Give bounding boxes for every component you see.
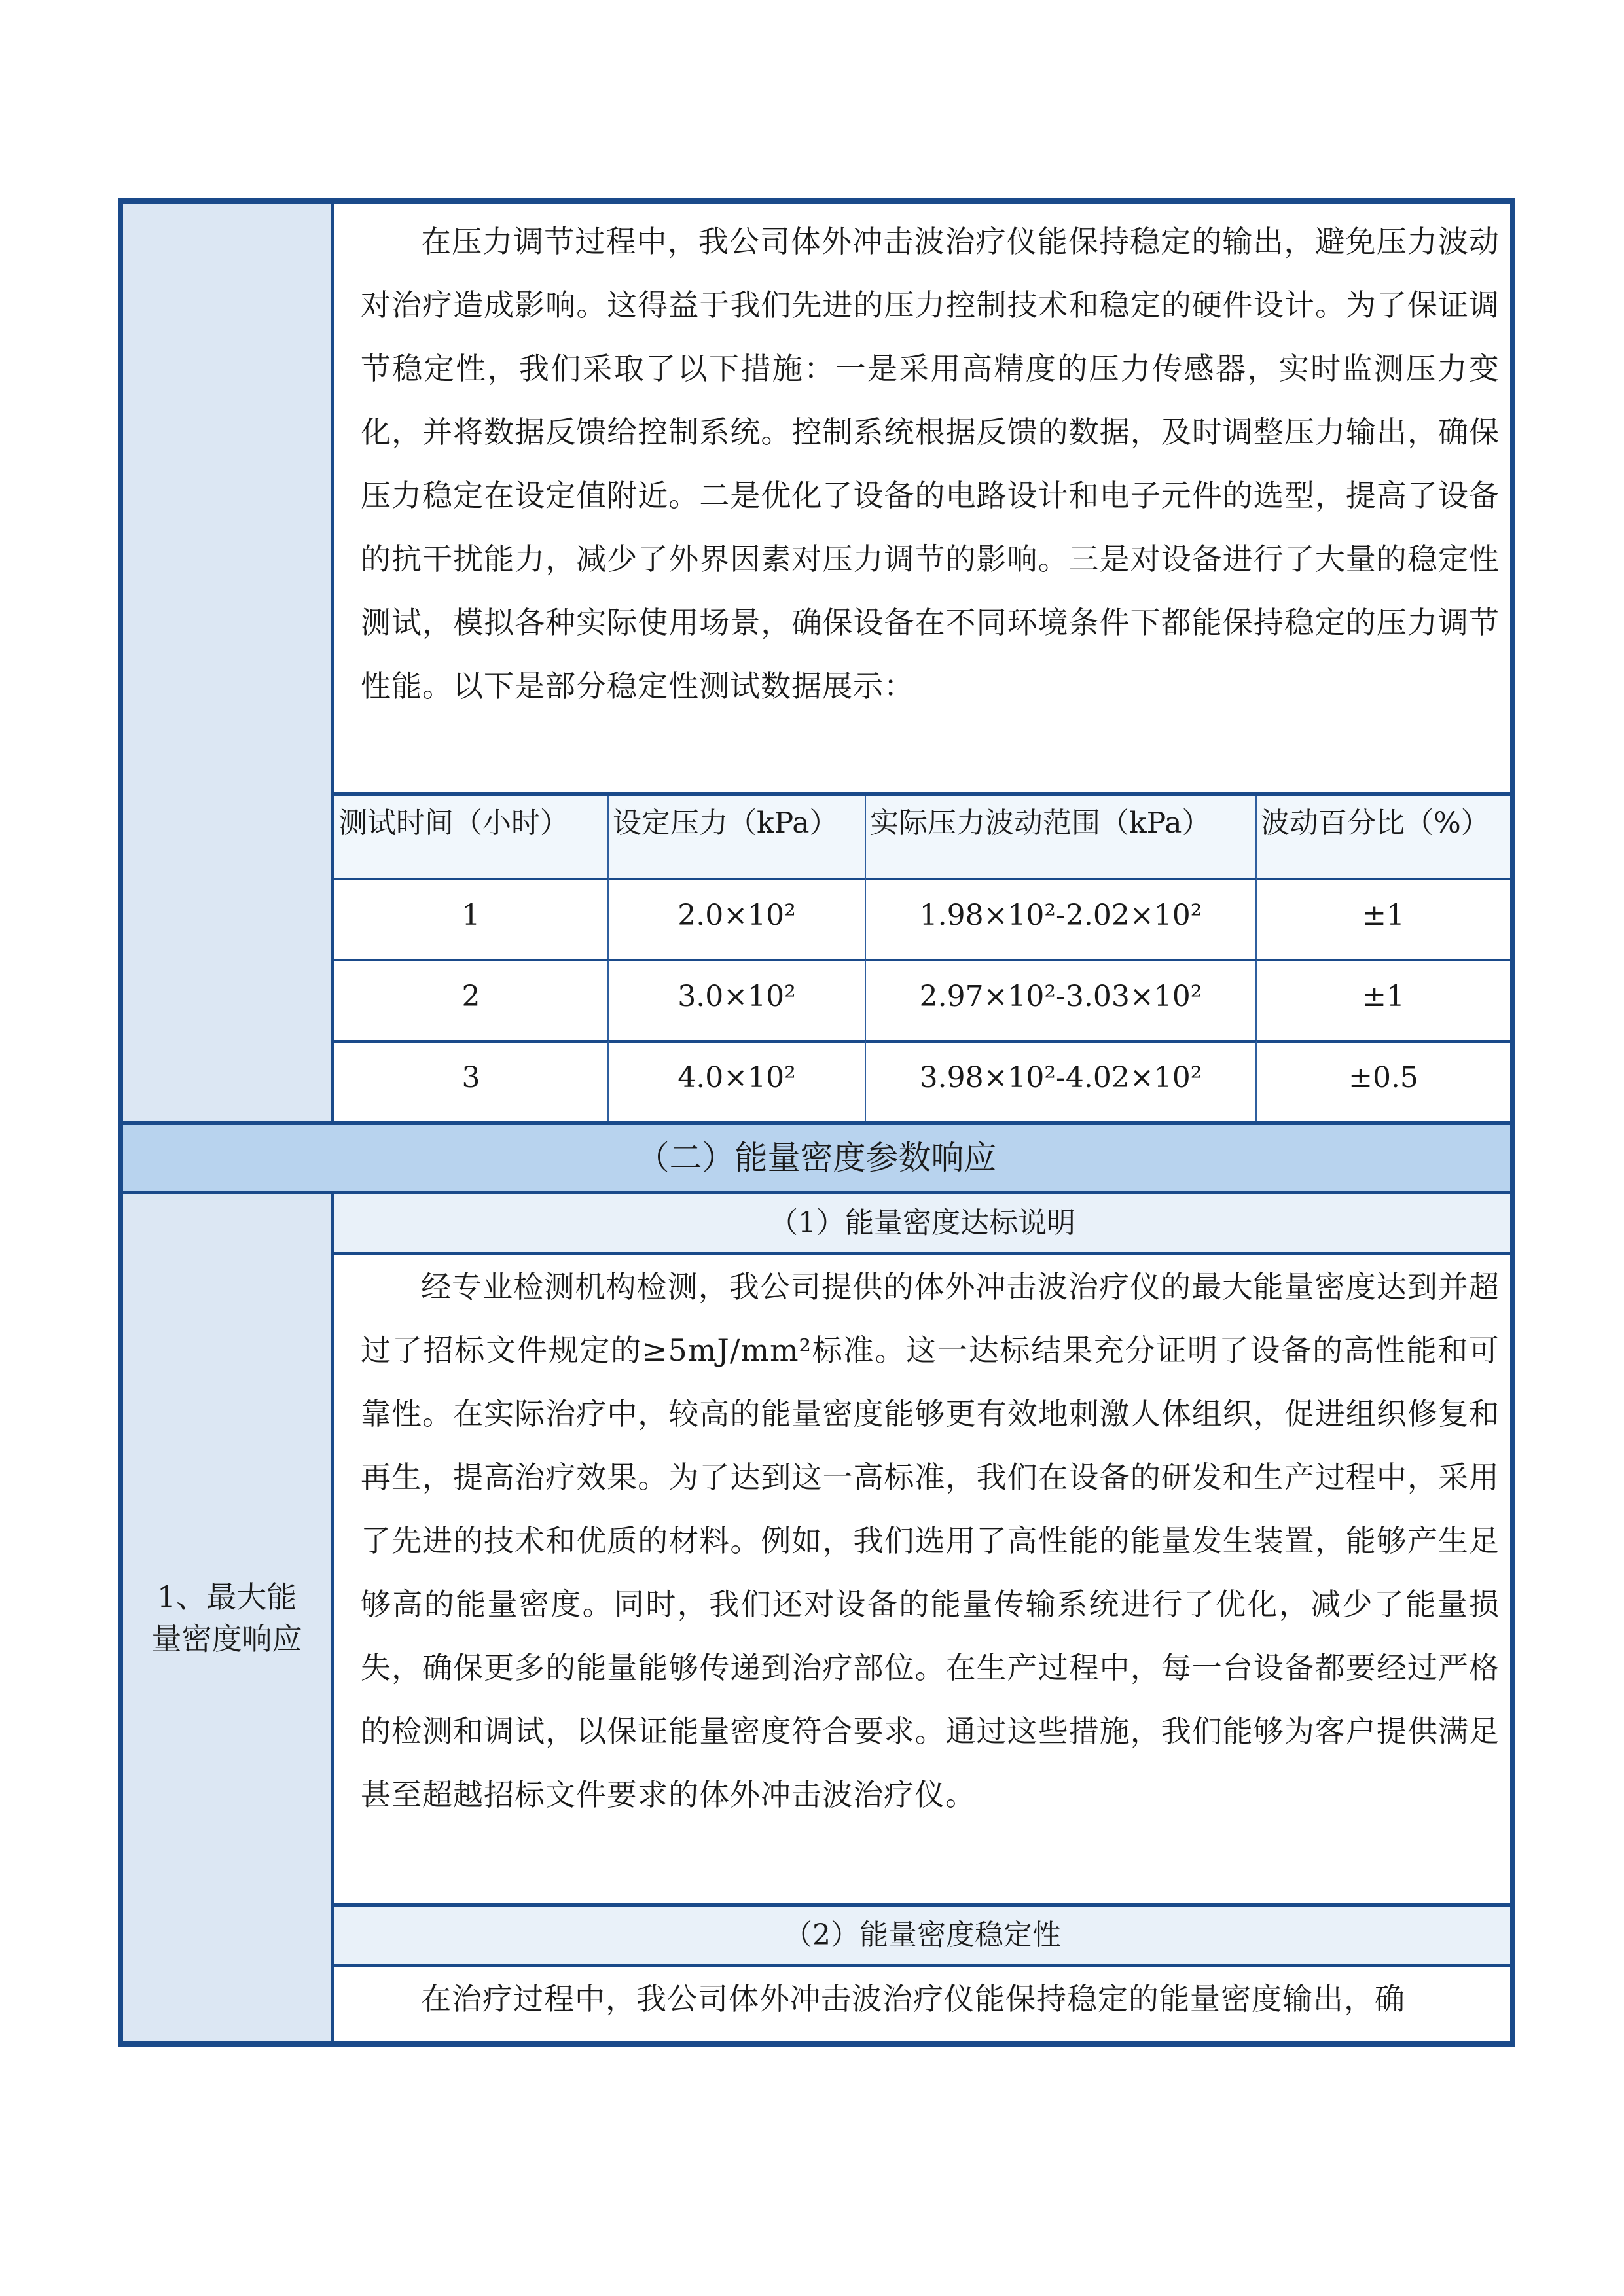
table-cell: 1 [334, 878, 609, 959]
column-header: 实际压力波动范围（kPa） [866, 796, 1257, 878]
stability-test-table [334, 792, 1510, 1121]
table-cell: 1.98×10²-2.02×10² [866, 878, 1257, 959]
table-cell: ±1 [1257, 959, 1510, 1040]
subsection-title: （1）能量密度达标说明 [334, 1194, 1510, 1255]
energy-density-paragraph: 经专业检测机构检测，我公司提供的体外冲击波治疗仪的最大能量密度达到并超过了招标文件规定的≥5mJ/mm²标准。这一达标结果充分证明了设备的高性能和可靠性。在实际治疗中，较高的能量密度能够更有效地刺激人体组织，促进组织修复和再生，提高治疗效果。为了达到这一高标准，我们在设备的研发和生产过程中，采用了先进的技术和优质的材料。例如，我们选用了高性能的能量发生装置，能够产生足够高的能量密度。同时，我们还对设备的能量传输系统进行了优化，减少了能量损失，确保更多的能量能够传递到治疗部位。在生产过程中，每一台设备都要经过严格的检测和调试，以保证能量密度符合要求。通过这些措施，我们能够为客户提供满足甚至超越招标文件要求的体外冲击波治疗仪。 [361, 1269, 1500, 1812]
column-header: 测试时间（小时） [334, 796, 609, 878]
column-header: 设定压力（kPa） [609, 796, 866, 878]
table-cell: ±1 [1257, 878, 1510, 959]
row-label-cell [123, 1194, 334, 2041]
energy-stability-paragraph: 在治疗过程中，我公司体外冲击波治疗仪能保持稳定的能量密度输出，确 [421, 1981, 1405, 2017]
content-table [118, 198, 1515, 2047]
left-column-cell [123, 204, 334, 1121]
column-header: 波动百分比（%） [1257, 796, 1510, 878]
subsection-title: （2）能量密度稳定性 [334, 1903, 1510, 1967]
table-cell: ±0.5 [1257, 1040, 1510, 1121]
table-cell: 4.0×10² [609, 1040, 866, 1121]
table-cell: 2 [334, 959, 609, 1040]
table-cell: 2.0×10² [609, 878, 866, 959]
section-title: （二）能量密度参数响应 [123, 1121, 1510, 1194]
table-cell: 3.0×10² [609, 959, 866, 1040]
table-cell: 2.97×10²-3.03×10² [866, 959, 1257, 1040]
row-label: 1、最大能量密度响应 [151, 1579, 302, 1657]
table-cell: 3.98×10²-4.02×10² [866, 1040, 1257, 1121]
table-cell: 3 [334, 1040, 609, 1121]
stability-paragraph: 在压力调节过程中，我公司体外冲击波治疗仪能保持稳定的输出，避免压力波动对治疗造成影响。这得益于我们先进的压力控制技术和稳定的硬件设计。为了保证调节稳定性，我们采取了以下措施：一是采用高精度的压力传感器，实时监测压力变化，并将数据反馈给控制系统。控制系统根据反馈的数据，及时调整压力输出，确保压力稳定在设定值附近。二是优化了设备的电路设计和电子元件的选型，提高了设备的抗干扰能力，减少了外界因素对压力调节的影响。三是对设备进行了大量的稳定性测试，模拟各种实际使用场景，确保设备在不同环境条件下都能保持稳定的压力调节性能。以下是部分稳定性测试数据展示： [361, 224, 1500, 704]
